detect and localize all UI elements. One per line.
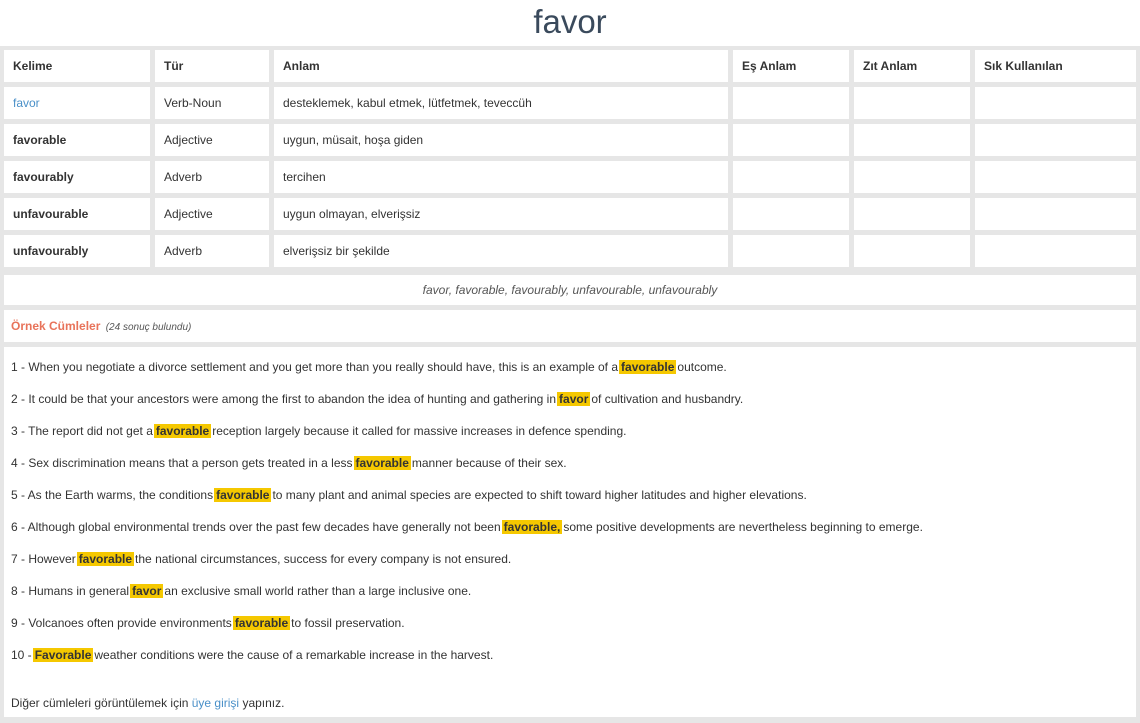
frequent-cell <box>975 124 1136 156</box>
word-meaning: elverişsiz bir şekilde <box>274 235 728 267</box>
dictionary-panel <box>0 46 1140 723</box>
example-sentence: 6 - Although global environmental trends over the past few decades have generally not been favorable, some positive developments are nevertheless beginning to emerge. <box>11 520 923 534</box>
antonym-cell <box>854 161 970 193</box>
example-sentence: 2 - It could be that your ancestors were among the first to abandon the idea of hunting and gathering in favor of cultivation and husbandry. <box>11 392 744 406</box>
highlighted-word: favorable <box>355 456 409 470</box>
login-link[interactable]: üye girişi <box>191 696 240 710</box>
highlighted-word: favorable <box>234 616 289 630</box>
antonym-cell <box>854 235 970 267</box>
synonym-cell <box>733 161 849 193</box>
word-cell: unfavourably <box>4 235 150 267</box>
examples-title: Örnek Cümleler <box>11 319 101 333</box>
login-prompt: Diğer cümleleri görüntülemek için üye girişi yapınız. <box>11 696 285 710</box>
frequent-cell <box>975 87 1136 119</box>
highlighted-word: Favorable <box>34 648 92 662</box>
highlighted-word: favorable <box>621 360 675 374</box>
synonym-cell <box>733 235 849 267</box>
example-sentence: 10 - Favorable weather conditions were the cause of a remarkable increase in the harvest. <box>11 648 494 662</box>
highlighted-word: favorable <box>78 552 133 566</box>
header-meaning: Anlam <box>274 50 728 82</box>
example-sentence: 4 - Sex discrimination means that a person gets treated in a less favorable manner because of their sex. <box>11 456 567 470</box>
header-synonym: Eş Anlam <box>733 50 849 82</box>
header-frequent: Sık Kullanılan <box>975 50 1136 82</box>
example-sentence: 3 - The report did not get a favorable reception largely because it called for massive increases in defence spending. <box>11 424 627 438</box>
word-link-favor[interactable]: favor <box>4 87 150 119</box>
example-sentence: 5 - As the Earth warms, the conditions favorable to many plant and animal species are expected to shift toward higher latitudes and higher elevations. <box>11 488 807 502</box>
highlighted-word: favor <box>132 584 162 598</box>
highlighted-word: favorable <box>216 488 270 502</box>
word-cell: favorable <box>4 124 150 156</box>
word-meaning: desteklemek, kabul etmek, lütfetmek, teveccüh <box>274 87 728 119</box>
word-type: Adverb <box>155 161 269 193</box>
word-meaning: uygun, müsait, hoşa giden <box>274 124 728 156</box>
header-type: Tür <box>155 50 269 82</box>
header-antonym: Zıt Anlam <box>854 50 970 82</box>
frequent-cell <box>975 198 1136 230</box>
page-title: favor <box>533 3 607 40</box>
synonym-cell <box>733 124 849 156</box>
synonym-cell <box>733 198 849 230</box>
word-meaning: uygun olmayan, elverişsiz <box>274 198 728 230</box>
antonym-cell <box>854 87 970 119</box>
antonym-cell <box>854 124 970 156</box>
example-sentence: 7 - However favorable the national circumstances, success for every company is not ensured. <box>11 552 512 566</box>
word-cell: favourably <box>4 161 150 193</box>
word-cell: unfavourable <box>4 198 150 230</box>
examples-list <box>4 347 1136 717</box>
highlighted-word: favor <box>559 392 589 406</box>
examples-header <box>4 310 1136 342</box>
highlighted-word: favorable, <box>503 520 561 534</box>
highlighted-word: favorable <box>155 424 210 438</box>
synonym-cell <box>733 87 849 119</box>
word-meaning: tercihen <box>274 161 728 193</box>
word-type: Adverb <box>155 235 269 267</box>
word-type: Adjective <box>155 124 269 156</box>
frequent-cell <box>975 161 1136 193</box>
frequent-cell <box>975 235 1136 267</box>
header-word: Kelime <box>4 50 150 82</box>
word-type: Verb-Noun <box>155 87 269 119</box>
example-sentence: 9 - Volcanoes often provide environments favorable to fossil preservation. <box>11 616 405 630</box>
word-forms: favor, favorable, favourably, unfavourable, unfavourably <box>4 275 1136 305</box>
example-sentence: 8 - Humans in general favor an exclusive small world rather than a large inclusive one. <box>11 584 472 598</box>
examples-count: (24 sonuç bulundu) <box>105 322 192 333</box>
word-type: Adjective <box>155 198 269 230</box>
example-sentence: 1 - When you negotiate a divorce settlement and you get more than you really should have, this is an example of a favorable outcome. <box>11 360 727 374</box>
antonym-cell <box>854 198 970 230</box>
